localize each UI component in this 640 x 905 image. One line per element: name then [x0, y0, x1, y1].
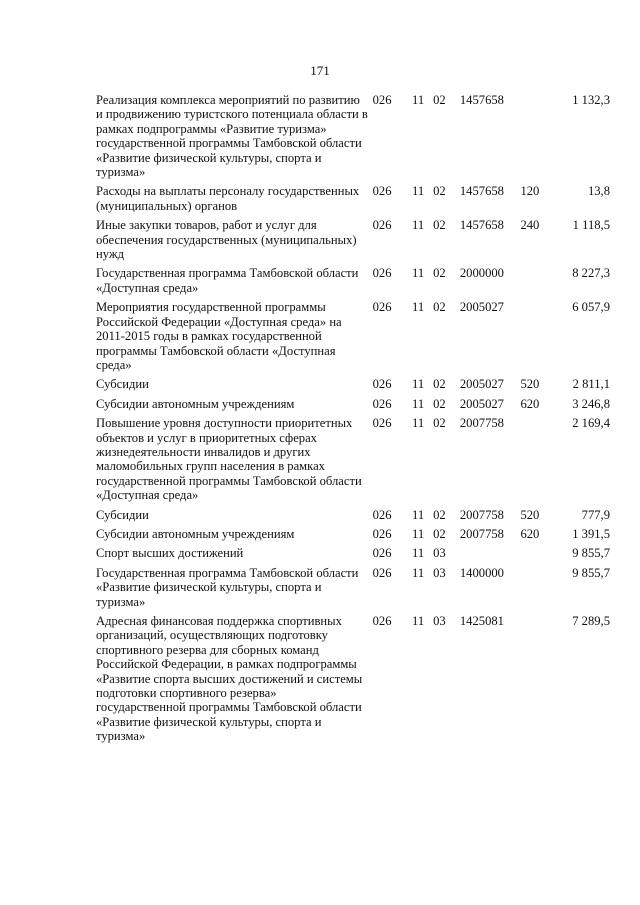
row-csr: 2005027	[459, 377, 504, 392]
row-ved: 026	[372, 416, 392, 431]
row-sum: 6 057,9	[572, 300, 610, 315]
row-sum: 2 811,1	[572, 377, 610, 392]
row-pr: 02	[433, 218, 446, 233]
row-rz: 11	[412, 565, 425, 580]
table-row	[96, 184, 610, 218]
row-name: Повышение уровня доступности приоритетных объектов и услуг в приоритетных сферах жизнедеятельности инвалидов и других маломобильных групп населения в рамках государственной программы Тамбовской области «Доступная среда»	[96, 416, 362, 503]
row-ved: 026	[372, 300, 392, 315]
row-sum: 1 118,5	[572, 218, 610, 233]
row-sum: 2 169,4	[572, 416, 610, 431]
row-pr: 02	[433, 184, 446, 199]
row-ved: 026	[372, 546, 392, 561]
row-csr: 2007758	[459, 507, 504, 522]
table-row	[96, 218, 610, 266]
row-vr: 520	[520, 507, 540, 522]
row-name: Спорт высших достижений	[96, 546, 244, 561]
row-ved: 026	[372, 218, 392, 233]
row-pr: 03	[433, 546, 446, 561]
row-csr: 1457658	[459, 184, 504, 199]
row-rz: 11	[412, 93, 425, 107]
row-sum: 9 855,7	[572, 546, 610, 561]
row-rz: 11	[412, 507, 425, 522]
row-pr: 02	[433, 377, 446, 392]
row-rz: 11	[412, 396, 425, 411]
row-ved: 026	[372, 396, 392, 411]
row-vr: 520	[520, 377, 540, 392]
table-row	[96, 614, 610, 749]
row-sum: 1 132,3	[572, 93, 610, 107]
row-csr: 2007758	[459, 526, 504, 541]
row-pr: 03	[433, 565, 446, 580]
row-rz: 11	[412, 377, 425, 392]
row-vr	[520, 300, 551, 377]
row-ved: 026	[372, 614, 392, 628]
table-row	[96, 93, 610, 184]
row-vr: 240	[520, 218, 540, 233]
row-ved: 026	[372, 377, 392, 392]
row-pr: 02	[433, 416, 446, 431]
row-vr: 620	[520, 526, 540, 541]
row-pr: 03	[433, 614, 446, 628]
table-row	[96, 397, 610, 416]
table-row	[96, 566, 610, 614]
table-row	[96, 266, 610, 300]
row-name: Реализация комплекса мероприятий по развитию и продвижению туристского потенциала области в рамках подпрограммы «Развитие туризма» государственной программы Тамбовской области «Развитие физической культуры, спорта и туризма»	[96, 93, 368, 180]
row-vr	[520, 266, 551, 300]
row-sum: 9 855,7	[572, 565, 610, 580]
row-name: Государственная программа Тамбовской области «Развитие физической культуры, спорта и туризма»	[96, 565, 359, 609]
row-csr: 1400000	[459, 565, 504, 580]
row-ved: 026	[372, 565, 392, 580]
table-row	[96, 546, 610, 565]
row-name: Субсидии автономным учреждениям	[96, 526, 295, 541]
table-row	[96, 508, 610, 527]
row-name: Мероприятия государственной программы Российской Федерации «Доступная среда» на 2011-2015 годы в рамках государственной программы Тамбовской области «Доступная среда»	[96, 300, 342, 372]
row-rz: 11	[412, 300, 425, 315]
row-rz: 11	[412, 184, 425, 199]
row-pr: 02	[433, 266, 446, 281]
row-name: Расходы на выплаты персоналу государственных (муниципальных) органов	[96, 184, 360, 213]
row-rz: 11	[412, 526, 425, 541]
row-rz: 11	[412, 416, 425, 431]
row-pr: 02	[433, 507, 446, 522]
row-sum: 1 391,5	[572, 526, 610, 541]
budget-table	[96, 93, 610, 749]
row-name: Иные закупки товаров, работ и услуг для обеспечения государственных (муниципальных) нужд	[96, 218, 357, 262]
row-vr	[520, 546, 551, 565]
row-rz: 11	[412, 614, 425, 628]
row-csr: 2007758	[459, 416, 504, 431]
row-csr: 1457658	[459, 218, 504, 233]
row-pr: 02	[433, 93, 446, 107]
row-vr	[520, 93, 551, 184]
row-rz: 11	[412, 266, 425, 281]
row-sum: 7 289,5	[572, 614, 610, 628]
row-vr	[520, 566, 551, 614]
row-name: Субсидии автономным учреждениям	[96, 396, 295, 411]
row-sum: 777,9	[581, 507, 610, 522]
table-row	[96, 300, 610, 377]
row-ved: 026	[372, 507, 392, 522]
row-rz: 11	[412, 218, 425, 233]
table-row	[96, 416, 610, 507]
row-vr: 620	[520, 396, 540, 411]
row-pr: 02	[433, 300, 446, 315]
row-pr: 02	[433, 526, 446, 541]
table-row	[96, 377, 610, 396]
row-ved: 026	[372, 184, 392, 199]
row-vr	[520, 614, 551, 749]
row-name: Государственная программа Тамбовской области «Доступная среда»	[96, 266, 359, 295]
row-ved: 026	[372, 93, 392, 107]
row-csr: 2000000	[459, 266, 504, 281]
row-name: Субсидии	[96, 507, 149, 522]
row-ved: 026	[372, 266, 392, 281]
row-vr	[520, 416, 551, 507]
row-pr: 02	[433, 396, 446, 411]
row-ved: 026	[372, 526, 392, 541]
row-csr: 1457658	[459, 93, 504, 107]
row-csr: 2005027	[459, 396, 504, 411]
row-rz: 11	[412, 546, 425, 561]
table-row	[96, 527, 610, 546]
row-csr	[454, 546, 521, 565]
row-sum: 3 246,8	[572, 396, 610, 411]
row-csr: 1425081	[459, 614, 504, 628]
row-vr: 120	[520, 184, 540, 199]
row-sum: 8 227,3	[572, 266, 610, 281]
row-csr: 2005027	[459, 300, 504, 315]
row-name: Субсидии	[96, 377, 149, 392]
row-sum: 13,8	[587, 184, 610, 199]
page-number: 171	[310, 63, 330, 78]
row-name: Адресная финансовая поддержка спортивных организаций, осуществляющих подготовку спортивного резерва для сборных команд Российской Федерации, в рамках подпрограммы «Развитие спорта высших достижений и системы подготовки спортивного резерва» государственной программы Тамбовской области «Развитие физической культуры, спорта и туризма»	[96, 614, 363, 744]
